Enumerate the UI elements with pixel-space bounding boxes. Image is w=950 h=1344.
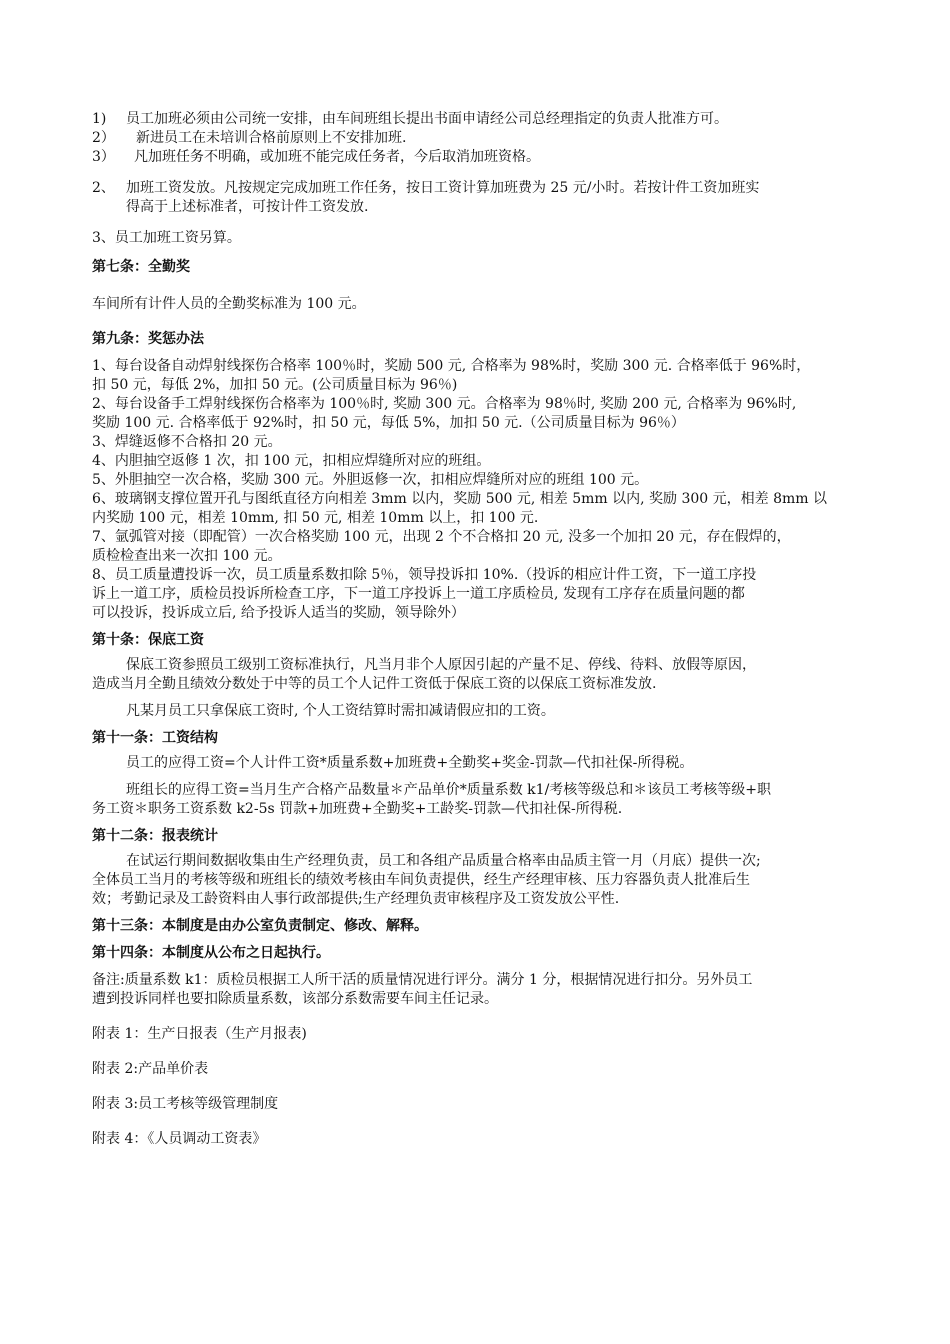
text-line: 可以投诉，投诉成立后, 给予投诉人适当的奖励，领导除外） bbox=[92, 605, 465, 621]
article11-heading: 第十一条：工资结构 bbox=[92, 730, 218, 746]
article7-heading: 第七条：全勤奖 bbox=[92, 259, 190, 275]
article12-heading: 第十二条：报表统计 bbox=[92, 828, 218, 844]
list-number: 2、 bbox=[92, 180, 115, 196]
text-line: 备注:质量系数 k1：质检员根据工人所干活的质量情况进行评分。满分 1 分，根据情况进行扣分。另外员工 bbox=[92, 972, 753, 988]
overtime-separate-item: 3、员工加班工资另算。 bbox=[92, 230, 241, 246]
article10-para1 bbox=[92, 656, 892, 694]
text-line: 得高于上述标准者，可按计件工资发放. bbox=[126, 199, 369, 215]
text-line: 6、玻璃钢支撑位置开孔与图纸直径方向相差 3mm 以内，奖励 500 元, 相差 5mm 以内, 奖励 300 元，相差 8mm 以 bbox=[92, 491, 828, 507]
document-page bbox=[92, 110, 892, 1149]
article10-para2: 凡某月员工只拿保底工资时, 个人工资结算时需扣减请假应扣的工资。 bbox=[126, 703, 555, 719]
text-line: 全体员工当月的考核等级和班组长的绩效考核由车间负责提供，经生产经理审核、压力容器负责人批准后生 bbox=[92, 872, 750, 888]
overtime-rule-3 bbox=[92, 148, 892, 167]
text-line: 遭到投诉同样也要扣除质量系数，该部分系数需要车间主任记录。 bbox=[92, 991, 498, 1007]
text-line: 效；考勤记录及工龄资料由人事行政部提供;生产经理负责审核程序及工资发放公平性. bbox=[92, 891, 620, 907]
article9-body bbox=[92, 357, 892, 623]
text-line: 班组长的应得工资=当月生产合格产品数量＊产品单价*质量系数 k1/考核等级总和＊该员工考核等级+职 bbox=[126, 782, 772, 798]
article10-heading: 第十条：保底工资 bbox=[92, 632, 204, 648]
text-line: 在试运行期间数据收集由生产经理负责，员工和各组产品质量合格率由品质主管一月（月底）提供一次; bbox=[126, 853, 761, 869]
appendix-3: 附表 3:员工考核等级管理制度 bbox=[92, 1096, 279, 1112]
text-line: 加班工资发放。凡按规定完成加班工作任务，按日工资计算加班费为 25 元/小时。若按计件工资加班实 bbox=[126, 180, 760, 196]
list-text: 员工加班必须由公司统一安排，由车间班组长提出书面申请经公司总经理指定的负责人批准方可。 bbox=[126, 111, 728, 127]
text-line: 奖励 100 元. 合格率低于 92%时，扣 50 元，每低 5%，加扣 50 元.（公司质量目标为 96％） bbox=[92, 415, 685, 431]
article11-para2 bbox=[92, 781, 892, 819]
appendix-2: 附表 2:产品单价表 bbox=[92, 1061, 209, 1077]
text-line: 7、氩弧管对接（即配管）一次合格奖励 100 元，出现 2 个不合格扣 20 元, 没多一个加扣 20 元，存在假焊的， bbox=[92, 529, 791, 545]
article12-body bbox=[92, 852, 892, 909]
text-line: 8、员工质量遭投诉一次，员工质量系数扣除 5％，领导投诉扣 10%.（投诉的相应计件工资，下一道工序投 bbox=[92, 567, 757, 583]
article7-text: 车间所有计件人员的全勤奖标准为 100 元。 bbox=[92, 296, 366, 312]
text-line: 务工资＊职务工资系数 k2-5s 罚款+加班费+全勤奖+工龄奖-罚款—代扣社保-所得税. bbox=[92, 801, 623, 817]
text-line: 扣 50 元，每低 2%，加扣 50 元。(公司质量目标为 96％) bbox=[92, 377, 458, 393]
list-text: 新进员工在未培训合格前原则上不安排加班. bbox=[136, 130, 407, 146]
list-number: 1) bbox=[92, 111, 107, 127]
article14-heading: 第十四条：本制度从公布之日起执行。 bbox=[92, 945, 330, 961]
list-body bbox=[126, 179, 892, 217]
text-line: 1、每台设备自动焊射线探伤合格率 100％时，奖励 500 元, 合格率为 98%时，奖励 300 元. 合格率低于 96%时， bbox=[92, 358, 811, 374]
article11-para1: 员工的应得工资=个人计件工资*质量系数+加班费+全勤奖+奖金-罚款—代扣社保-所得税。 bbox=[126, 755, 694, 771]
overtime-rule-1 bbox=[92, 110, 892, 129]
text-line: 造成当月全勤且绩效分数处于中等的员工个人记件工资低于保底工资的以保底工资标准发放. bbox=[92, 676, 657, 692]
text-line: 2、每台设备手工焊射线探伤合格率为 100％时, 奖励 300 元。合格率为 98％时, 奖励 200 元, 合格率为 96%时, bbox=[92, 396, 797, 412]
overtime-rule-2 bbox=[92, 129, 892, 148]
list-text: 凡加班任务不明确，或加班不能完成任务者，今后取消加班资格。 bbox=[134, 149, 540, 165]
article13-heading: 第十三条：本制度是由办公室负责制定、修改、解释。 bbox=[92, 918, 428, 934]
list-number: 3） bbox=[92, 149, 115, 165]
text-line: 3、焊缝返修不合格扣 20 元。 bbox=[92, 434, 282, 450]
text-line: 诉上一道工序，质检员投诉所检查工序，下一道工序投诉上一道工序质检员, 发现有工序存在质量问题的都 bbox=[92, 586, 745, 602]
text-line: 4、内胆抽空返修 1 次，扣 100 元，扣相应焊缝所对应的班组。 bbox=[92, 453, 491, 469]
article9-heading: 第九条：奖惩办法 bbox=[92, 331, 204, 347]
list-number: 2） bbox=[92, 130, 115, 146]
appendix-4: 附表 4：《人员调动工资表》 bbox=[92, 1131, 267, 1147]
text-line: 5、外胆抽空一次合格，奖励 300 元。外胆返修一次，扣相应焊缝所对应的班组 100 元。 bbox=[92, 472, 649, 488]
overtime-pay-item bbox=[92, 179, 892, 217]
text-line: 保底工资参照员工级别工资标准执行，凡当月非个人原因引起的产量不足、停线、待料、放假等原因， bbox=[126, 657, 756, 673]
appendix-1: 附表 1：生产日报表（生产月报表) bbox=[92, 1026, 307, 1042]
text-line: 质检检查出来一次扣 100 元。 bbox=[92, 548, 282, 564]
remark bbox=[92, 971, 892, 1009]
text-line: 内奖励 100 元，相差 10mm, 扣 50 元, 相差 10mm 以上，扣 100 元. bbox=[92, 510, 539, 526]
